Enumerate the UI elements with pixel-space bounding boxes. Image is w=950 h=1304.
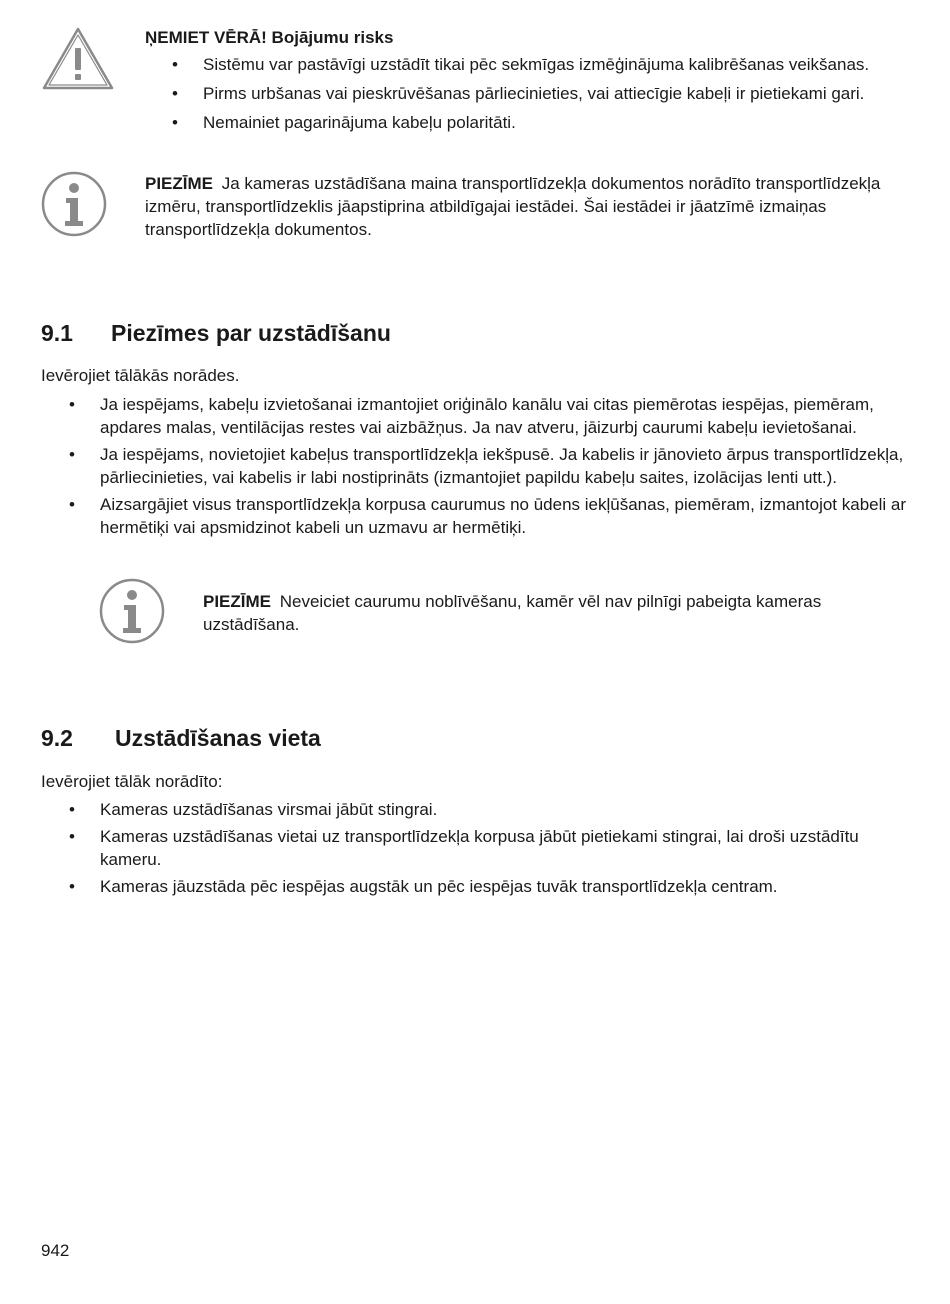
warning-triangle-icon [41, 26, 115, 92]
section-heading [41, 723, 321, 753]
warning-item: • Pirms urbšanas vai pieskrūvēšanas pārliecinieties, vai attiecīgie kabeļi ir pietiekami gari. [145, 82, 925, 105]
list-item: • Kameras jāuzstāda pēc iespējas augstāk un pēc iespējas tuvāk transportlīdzekļa centram. [41, 875, 911, 898]
list-item: • Aizsargājiet visus transportlīdzekļa korpusa caurumus no ūdens iekļūšanas, piemēram, izmantojot kabeli ar hermētiķi vai apsmidzinot kabeli un uzmavu ar hermētiķi. [41, 493, 911, 539]
list-item: • Ja iespējams, kabeļu izvietošanai izmantojiet oriģinālo kanālu vai citas piemērotas iespējas, piemēram, apdares malas, ventilācijas restes vai aizbāžņus. Ja nav atveru, jāizurbj caurumi kabeļu ievietošanai. [41, 393, 911, 439]
section-intro: Ievērojiet tālāk norādīto: [41, 772, 223, 791]
section-list [41, 798, 911, 902]
warning-item: • Sistēmu var pastāvīgi uzstādīt tikai pēc sekmīgas izmēģinājuma kalibrēšanas veikšanas. [145, 53, 925, 76]
note-2 [203, 590, 903, 636]
note-label: PIEZĪME [145, 174, 214, 193]
list-item: • Kameras uzstādīšanas vietai uz transportlīdzekļa korpusa jābūt pietiekami stingrai, lai droši uzstādītu kameru. [41, 825, 911, 871]
section-number: 9.1 [41, 320, 73, 346]
section-title: Piezīmes par uzstādīšanu [111, 320, 391, 346]
note-text: Ja kameras uzstādīšana maina transportlīdzekļa dokumentos norādīto transportlīdzekļa izmēru, transportlīdzeklis jāapstiprina atbildīgajai iestādei. Šai iestādei ir jāatzīmē izmaiņas transportlīdzekļa dokumentos. [145, 174, 881, 239]
warning-item: • Nemainiet pagarinājuma kabeļu polaritāti. [145, 111, 925, 134]
page-number: 942 [41, 1241, 70, 1260]
section-title: Uzstādīšanas vieta [115, 725, 321, 751]
section-number: 9.2 [41, 725, 73, 751]
section-list [41, 393, 911, 543]
info-icon [41, 171, 107, 237]
section-heading [41, 318, 391, 348]
note-label: PIEZĪME [203, 592, 272, 611]
warning-title: ŅEMIET VĒRĀ! Bojājumu risks [145, 28, 394, 47]
info-icon [99, 578, 165, 644]
list-item: • Kameras uzstādīšanas virsmai jābūt stingrai. [41, 798, 911, 821]
warning-list [145, 53, 925, 140]
list-item: • Ja iespējams, novietojiet kabeļus transportlīdzekļa iekšpusē. Ja kabelis ir jānovieto ārpus transportlīdzekļa, pārliecinieties, vai kabelis ir labi nostiprināts (izmantojiet papildu kabeļu saites, izolācijas lenti utt.). [41, 443, 911, 489]
note-1 [145, 172, 915, 241]
section-intro: Ievērojiet tālākās norādes. [41, 366, 240, 385]
note-text: Neveiciet caurumu noblīvēšanu, kamēr vēl nav pilnīgi pabeigta kameras uzstādīšana. [203, 592, 822, 634]
